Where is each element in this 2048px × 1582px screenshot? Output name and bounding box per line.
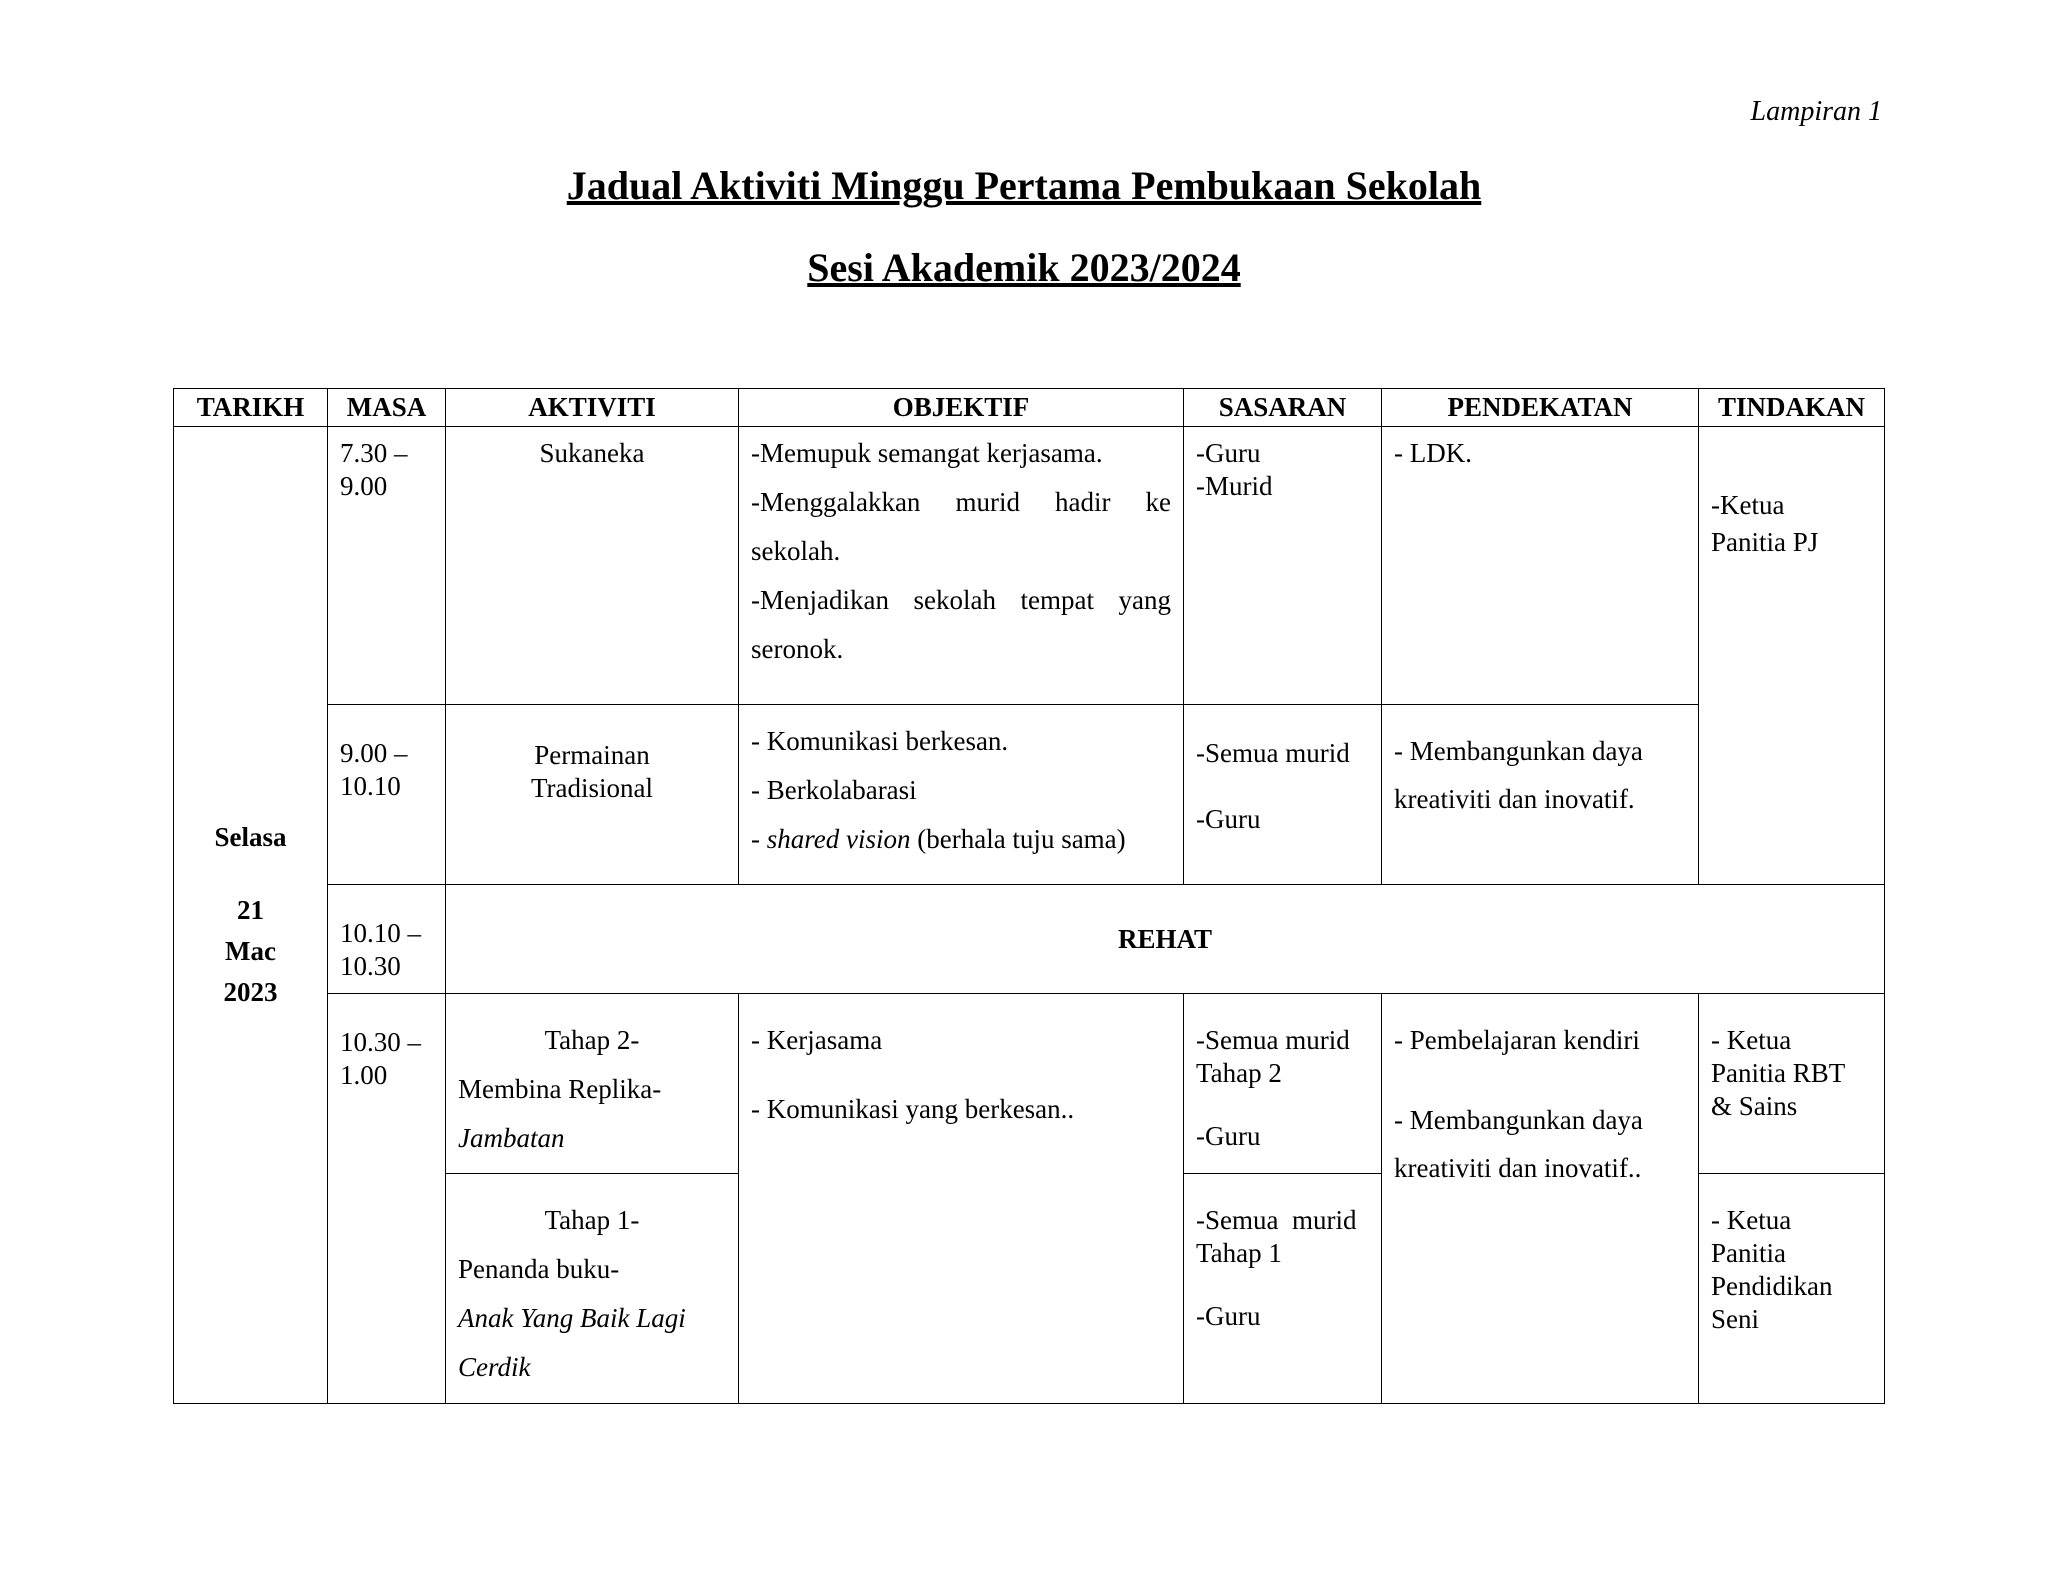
table-row-rehat xyxy=(174,885,1885,994)
tarikh-cell xyxy=(174,427,328,1404)
masa-cell: 9.00 – 10.10 xyxy=(328,705,446,885)
table-row xyxy=(174,705,1885,885)
column-header-pendekatan: PENDEKATAN xyxy=(1382,389,1699,427)
column-header-aktiviti: AKTIVITI xyxy=(446,389,739,427)
tindakan-cell: - Ketua Panitia Pendidikan Seni xyxy=(1699,1174,1885,1404)
table-row xyxy=(174,427,1885,705)
tarikh-day: Selasa xyxy=(214,822,287,852)
lampiran-label: Lampiran 1 xyxy=(1750,96,1882,127)
column-header-objektif: OBJEKTIF xyxy=(739,389,1184,427)
pendekatan-cell: - Membangunkan daya kreativiti dan inovatif. xyxy=(1382,705,1699,885)
aktiviti-cell: Tahap 2- Membina Replika- Jambatan xyxy=(446,994,739,1174)
aktiviti-cell: Sukaneka xyxy=(446,427,739,705)
sasaran-cell: -Semua murid Tahap 2 -Guru xyxy=(1184,994,1382,1174)
objektif-cell: -Memupuk semangat kerjasama. -Menggalakkan murid hadir ke sekolah. -Menjadikan sekolah tempat yang seronok. xyxy=(739,427,1184,705)
aktiviti-cell: Permainan Tradisional xyxy=(446,705,739,885)
schedule-table xyxy=(173,388,1885,1404)
column-header-tarikh: TARIKH xyxy=(174,389,328,427)
sasaran-cell: -Semua murid -Guru xyxy=(1184,705,1382,885)
document-title: Jadual Aktiviti Minggu Pertama Pembukaan Sekolah xyxy=(566,163,1482,208)
pendekatan-cell: - Pembelajaran kendiri - Membangunkan daya kreativiti dan inovatif.. xyxy=(1382,994,1699,1404)
pendekatan-cell: - LDK. xyxy=(1382,427,1699,705)
objektif-cell: - Komunikasi berkesan. - Berkolabarasi - shared vision (berhala tuju sama) xyxy=(739,705,1184,885)
table-row xyxy=(174,994,1885,1174)
masa-cell: 7.30 – 9.00 xyxy=(328,427,446,705)
column-header-masa: MASA xyxy=(328,389,446,427)
column-header-tindakan: TINDAKAN xyxy=(1699,389,1885,427)
tarikh-year: 2023 xyxy=(223,977,278,1007)
tindakan-cell: -Ketua Panitia PJ xyxy=(1699,427,1885,885)
document-subtitle: Sesi Akademik 2023/2024 xyxy=(807,245,1241,290)
masa-cell: 10.10 – 10.30 xyxy=(328,885,446,994)
table-header-row xyxy=(174,389,1885,427)
sasaran-cell: -Guru -Murid xyxy=(1184,427,1382,705)
sasaran-cell: -Semua murid Tahap 1 -Guru xyxy=(1184,1174,1382,1404)
column-header-sasaran: SASARAN xyxy=(1184,389,1382,427)
tindakan-cell: - Ketua Panitia RBT & Sains xyxy=(1699,994,1885,1174)
tarikh-date: 21 xyxy=(237,895,264,925)
tarikh-month: Mac xyxy=(225,936,276,966)
masa-cell: 10.30 – 1.00 xyxy=(328,994,446,1404)
rehat-label: REHAT xyxy=(446,885,1885,994)
aktiviti-cell: Tahap 1- Penanda buku- Anak Yang Baik Lagi Cerdik xyxy=(446,1174,739,1404)
objektif-cell: - Kerjasama - Komunikasi yang berkesan.. xyxy=(739,994,1184,1404)
